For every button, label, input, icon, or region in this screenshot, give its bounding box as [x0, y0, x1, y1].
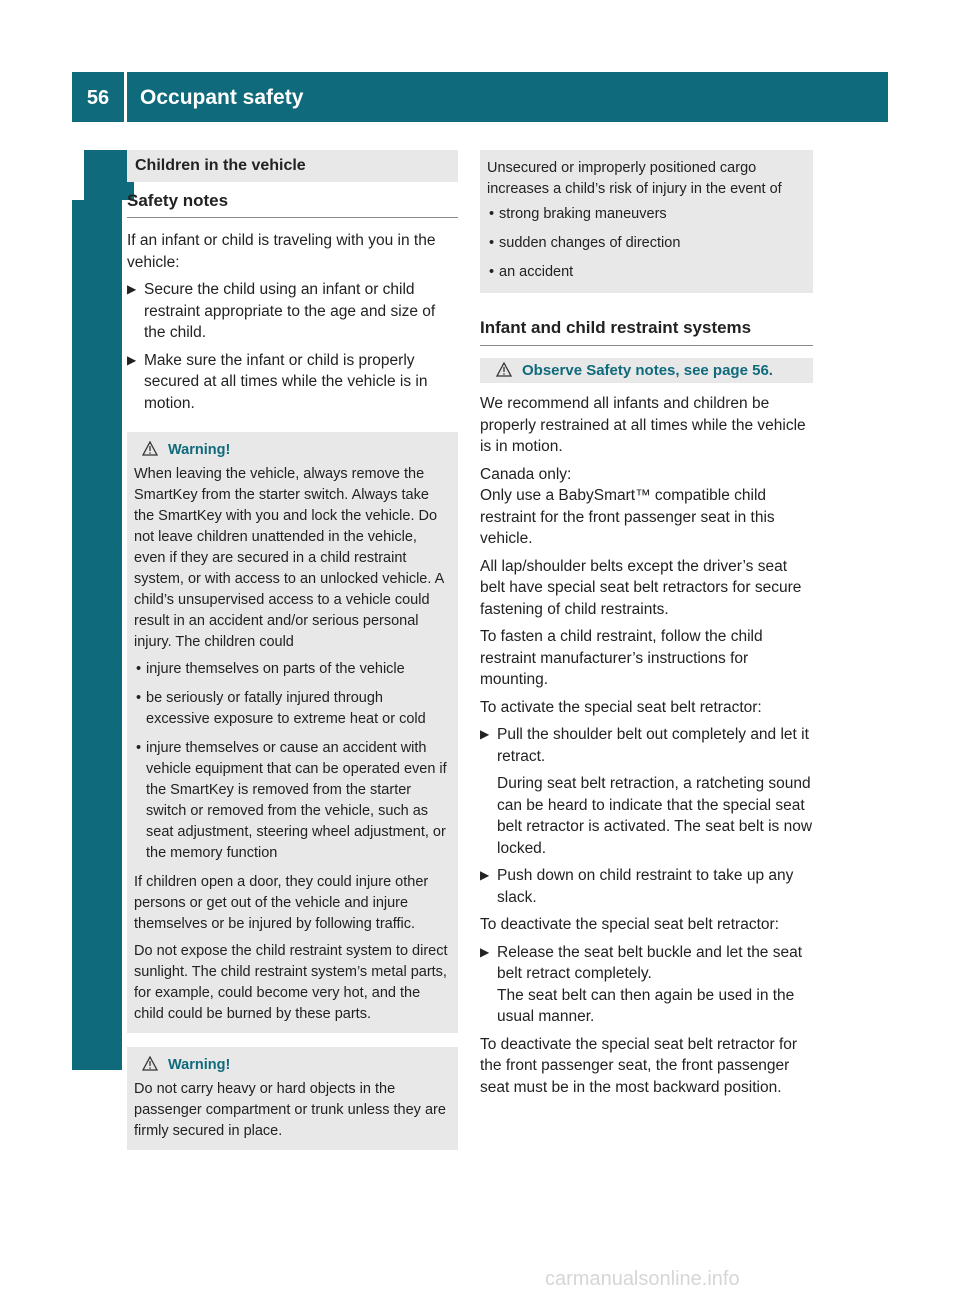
watermark: carmanualsonline.info [545, 1268, 740, 1290]
warning-icon [142, 441, 158, 456]
paragraph: Canada only: [480, 465, 572, 483]
list-item: • an accident [487, 262, 805, 283]
cargo-box [480, 150, 813, 293]
list-item: • sudden changes of direction [487, 233, 805, 254]
warning-text: Do not carry heavy or hard objects in the passenger compartment or trunk unless they are firmly secured in place. [134, 1081, 446, 1139]
list-item: • strong braking maneuvers [487, 204, 805, 225]
paragraph: To deactivate the special seat belt retractor for the front passenger seat, the front passenger seat must be in the most backward position. [480, 1035, 798, 1096]
intro-text: If an infant or child is traveling with you in the vehicle: [127, 232, 436, 271]
left-column [127, 150, 458, 1150]
side-label-text: Safety and security [95, 533, 118, 727]
paragraph: We recommend all infants and children be properly restrained at all times while the vehicle is in motion. [480, 395, 806, 455]
warning-para: Do not expose the child restraint system to direct sunlight. The child restraint system’s metal parts, for example, could become very hot, and the child could be burned by these parts. [134, 943, 448, 1022]
observe-note: Observe Safety notes, see page 56. [480, 358, 813, 384]
subsection-title: Safety notes [127, 190, 458, 219]
subsection-title: Infant and child restraint systems [480, 317, 813, 346]
paragraph: To deactivate the special seat belt retractor: [480, 916, 779, 933]
page-number: 56 [86, 87, 110, 109]
list-item: • injure themselves on parts of the vehicle [134, 659, 450, 680]
warning-box [127, 432, 458, 1033]
warning-para: If children open a door, they could injure other persons or get out of the vehicle and injure themselves or be injured by following traffic. [134, 874, 429, 932]
header-divider [124, 72, 127, 122]
cargo-bullets [487, 204, 805, 283]
step: ▶ Make sure the infant or child is properly secured at all times while the vehicle is in motion. [127, 351, 428, 412]
chapter-title: Occupant safety [140, 86, 304, 109]
arrow-icon: ▶ [127, 282, 137, 296]
right-column [480, 150, 813, 1104]
cargo-text: Unsecured or improperly positioned cargo increases a child’s risk of injury in the event of [487, 160, 782, 197]
section-title: Children in the vehicle [127, 150, 458, 182]
paragraph: To fasten a child restraint, follow the child restraint manufacturer’s instructions for mounting. [480, 628, 763, 688]
warning-bullets [134, 659, 450, 864]
paragraph: Only use a BabySmart™ compatible child restraint for the front passenger seat in this vehicle. [480, 487, 775, 547]
step: ▶ Release the seat belt buckle and let the seat belt retract completely. The seat belt can then again be used in the usual manner. [480, 943, 803, 1025]
step: ▶ Pull the shoulder belt out completely and let it retract. During seat belt retraction, a ratcheting sound can be heard to indicate that the special seat belt retractor is activated. The seat belt is now locked. [480, 726, 813, 857]
paragraph: To activate the special seat belt retractor: [480, 698, 762, 716]
warning-title: Warning! [134, 1055, 450, 1076]
list-item: • be seriously or fatally injured through excessive exposure to extreme heat or cold [134, 688, 450, 730]
warning-box [127, 1047, 458, 1150]
warning-text: When leaving the vehicle, always remove the SmartKey from the starter switch. Always take the SmartKey with you and lock the vehicle. Do not leave children unattended in the vehicle, even if they are secured in a child restraint system, or with access to an unlocked vehicle. A child’s unsupervised access to a vehicle could result in an accident and/or serious personal injury. The children could [134, 466, 444, 650]
warning-icon [142, 1056, 158, 1071]
arrow-icon: ▶ [480, 944, 490, 959]
step: ▶ Secure the child using an infant or child restraint appropriate to the age and size of the child. [127, 281, 436, 341]
arrow-icon: ▶ [127, 352, 137, 367]
arrow-icon: ▶ [480, 727, 490, 741]
warning-title: Warning! [134, 440, 450, 461]
side-label [87, 480, 127, 780]
step: ▶ Push down on child restraint to take up any slack. [480, 867, 794, 906]
arrow-icon: ▶ [480, 868, 490, 882]
paragraph: All lap/shoulder belts except the driver’s seat belt have special seat belt retractors for secure fastening of child restraints. [480, 557, 802, 618]
list-item: • injure themselves or cause an accident with vehicle equipment that can be operated even if the SmartKey is removed from the starter switch or removed from the vehicle, such as seat adjustment, steering wheel adjustment, or the memory function [134, 738, 450, 864]
warning-icon [496, 362, 512, 377]
